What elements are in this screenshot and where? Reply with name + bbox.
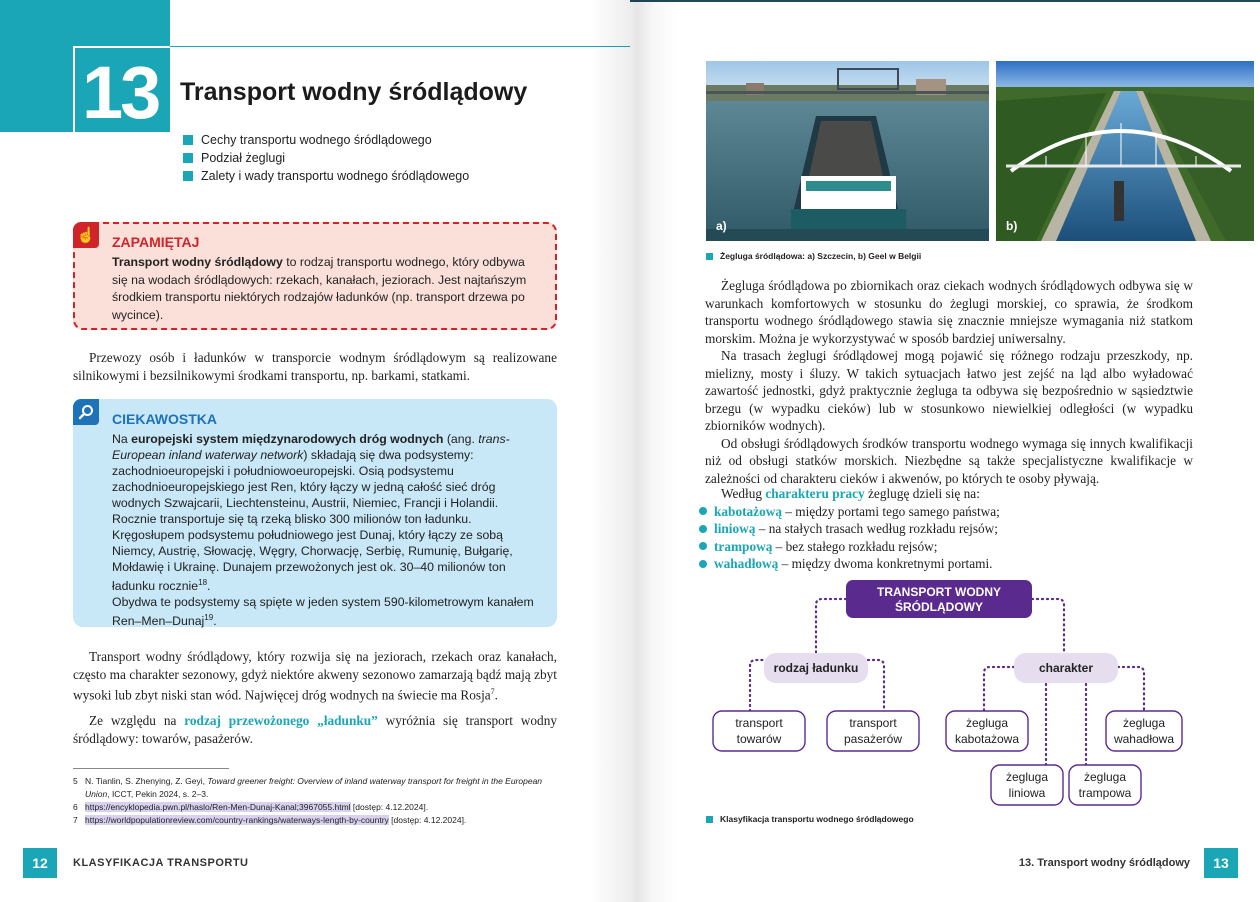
svg-text:kabotażowa: kabotażowa xyxy=(954,732,1020,746)
curiosity-heading: CIEKAWOSTKA xyxy=(112,411,217,427)
paragraph: Transport wodny śródlądowy, który rozwija się na jeziorach, rzekach oraz kanałach, często ma charakter sezonowy, gdyż niektóre akweny sezonowo zamarzają bądź mają zbyt wysoki lub zbyt niski stan wód. Najwięcej dróg wodnych na świecie ma Rosja$^7$. xyxy=(73,649,557,703)
square-bullet-icon xyxy=(183,153,193,163)
svg-text:rodzaj ładunku: rodzaj ładunku xyxy=(773,661,859,675)
svg-text:charakter: charakter xyxy=(1038,661,1094,675)
title-rule xyxy=(170,46,630,47)
svg-text:żegluga: żegluga xyxy=(1122,716,1166,730)
list-item: trampową – bez stałego rozkładu rejsów; xyxy=(705,538,1193,556)
right-paragraphs xyxy=(705,277,1193,487)
svg-text:transport: transport xyxy=(849,716,897,730)
list-item: kabotażową – między portami tego samego państwa; xyxy=(705,503,1193,521)
paragraph: Przewozy osób i ładunków w transporcie wodnym śródlądowym są realizowane silnikowymi i bezsilnikowymi środkami transportu, np. barkami, statkami. xyxy=(73,350,557,383)
topic-item: Podział żeglugi xyxy=(183,149,469,167)
running-head: KLASYFIKACJA TRANSPORTU xyxy=(73,857,249,869)
svg-text:transport: transport xyxy=(735,716,783,730)
bullet-dot-icon xyxy=(699,525,707,533)
svg-text:żegluga: żegluga xyxy=(1005,770,1049,784)
work-type-list xyxy=(705,485,1193,573)
magnifier-icon xyxy=(73,399,99,425)
svg-text:liniowa: liniowa xyxy=(1008,786,1046,800)
footnote-link[interactable]: https://encyklopedia.pwn.pl/haslo/Ren-Men-Dunaj-Kanal;3967055.html xyxy=(85,802,351,812)
paragraph: Od obsługi śródlądowych środków transportu wodnego wymaga się innych kwalifikacji niż od obsługi statków morskich. Niezbędne są także specjalistyczne kwalifikacje w zależności od charakteru cieków i akwenów, po których te osoby pływają. xyxy=(705,435,1193,486)
bullet-dot-icon xyxy=(699,542,707,550)
chapter-number: 13 xyxy=(82,51,159,134)
footnote-rule xyxy=(73,768,229,769)
bullet-dot-icon xyxy=(699,560,707,568)
square-bullet-icon xyxy=(183,135,193,145)
square-bullet-icon xyxy=(183,171,193,181)
footnote: 6 https://encyklopedia.pwn.pl/haslo/Ren-Men-Dunaj-Kanal;3967055.html [dostęp: 4.12.2024]. xyxy=(73,802,429,812)
photo-label-b: b) xyxy=(1006,219,1018,233)
footnote: 5 N. Tianlin, S. Zhenying, Z. Geyi, Toward greener freight: Overview of inland waterway transport for freight in the European Union, ICCT, Pekin 2024, s. 2–3. xyxy=(73,776,543,799)
remember-text: Transport wodny śródlądowy to rodzaj transportu wodnego, który odbywa się na wodach śródlądowych: rzekach, kanałach, jeziorach. Jest najtańszym środkiem transportu niektórych rodzajów ładunków (np. transport drzewa po wycince). xyxy=(112,255,527,322)
remember-heading: ZAPAMIĘTAJ xyxy=(112,234,200,250)
chapter-title: Transport wodny śródlądowy xyxy=(180,78,528,106)
page-number: 12 xyxy=(23,848,57,878)
photo-szczecin xyxy=(706,61,989,241)
paragraph: Żegluga śródlądowa po zbiornikach oraz ciekach wodnych śródlądowych odbywa się w warunkach komfortowych w stosunku do żeglugi morskiej, co sprawia, że środkom transportu wodnego śródlądowego stawia się znacznie mniejsze wymagania niż statkom morskim. Można je wykorzystywać w sposób bardziej uniwersalny. xyxy=(705,278,1193,346)
running-head: 13. Transport wodny śródlądowy xyxy=(1018,857,1190,869)
svg-text:towarów: towarów xyxy=(736,732,782,746)
classification-diagram xyxy=(690,575,1210,810)
page-number: 13 xyxy=(1204,848,1238,878)
topic-item: Cechy transportu wodnego śródlądowego xyxy=(183,131,469,149)
diagram-caption: Klasyfikacja transportu wodnego śródlądowego xyxy=(706,814,914,824)
list-item: liniową – na stałych trasach według rozkładu rejsów; xyxy=(705,520,1193,538)
curiosity-text: Na europejski system międzynarodowych dróg wodnych (ang. trans-European inland waterway network) składają się dwa podsystemy: zachodnioeuropejski i południowoeuropejski. Osią podsystemu zachodnioeuropejskiego jest Ren, który łączy w jedną całość sieć dróg wodnych Szwajcarii, Liechtensteinu, Austrii, Niemiec, Francji i Holandii. Rocznie transportuje się tą rzeką blisko 300 milionów ton ładunku. Kręgosłupem podsystemu południowego jest Dunaj, który łączy ze sobą Niemcy, Austrię, Słowację, Węgry, Chorwację, Serbię, Rumunię, Bułgarię, Mołdawię i Ukrainę. Dunajem przewożonych jest ok. 30–40 milionów ton ładunku rocznie$^{18}$. Obydwa te podsystemy są spięte w jeden system 590-kilometrowym kanałem Ren–Men–Dunaj$^{19}$. xyxy=(112,432,534,629)
topic-item: Zalety i wady transportu wodnego śródlądowego xyxy=(183,167,469,185)
chapter-topics xyxy=(183,131,469,185)
footnotes xyxy=(73,775,563,827)
svg-text:pasażerów: pasażerów xyxy=(843,732,903,746)
paragraph: Ze względu na rodzaj przewożonego „ładunku” wyróżnia się transport wodny śródlądowy: towarów, pasażerów. xyxy=(73,713,557,746)
list-intro: Według charakteru pracy żeglugę dzieli się na: xyxy=(721,486,980,501)
pointing-hand-icon: ☝ xyxy=(73,222,99,248)
bullet-dot-icon xyxy=(699,507,707,515)
footnote-link[interactable]: https://worldpopulationreview.com/country-rankings/waterways-length-by-country xyxy=(85,815,389,825)
svg-text:żegluga: żegluga xyxy=(965,716,1009,730)
photo-caption: Żegluga śródlądowa: a) Szczecin, b) Geel w Belgii xyxy=(706,251,921,261)
photo-label-a: a) xyxy=(716,219,727,233)
list-item: wahadłową – między dwoma konkretnymi portami. xyxy=(705,555,1193,573)
svg-text:wahadłowa: wahadłowa xyxy=(1113,732,1175,746)
svg-text:ŚRÓDLĄDOWY: ŚRÓDLĄDOWY xyxy=(895,600,983,614)
footnote: 7 https://worldpopulationreview.com/country-rankings/waterways-length-by-country [dostęp: 4.12.2024]. xyxy=(73,815,467,825)
photo-geel xyxy=(996,61,1254,241)
svg-text:trampowa: trampowa xyxy=(1078,786,1132,800)
svg-text:żegluga: żegluga xyxy=(1083,770,1127,784)
svg-text:TRANSPORT WODNY: TRANSPORT WODNY xyxy=(877,585,1001,599)
square-bullet-icon xyxy=(706,253,713,260)
square-bullet-icon xyxy=(706,816,713,823)
paragraph: Na trasach żeglugi śródlądowej mogą pojawić się różnego rodzaju przeszkody, np. mielizny, mosty i śluzy. W takich sytuacjach łatwo jest zejść na ląd albo wyładować zawartość jednostki, gdyż praktycznie żegluga ta odbywa się bezpośrednio w sąsiedztwie brzegu (w wypadku cieków) lub w stosunkowo niewielkiej odległości (w wypadku zbiorników wodnych). xyxy=(705,348,1193,433)
